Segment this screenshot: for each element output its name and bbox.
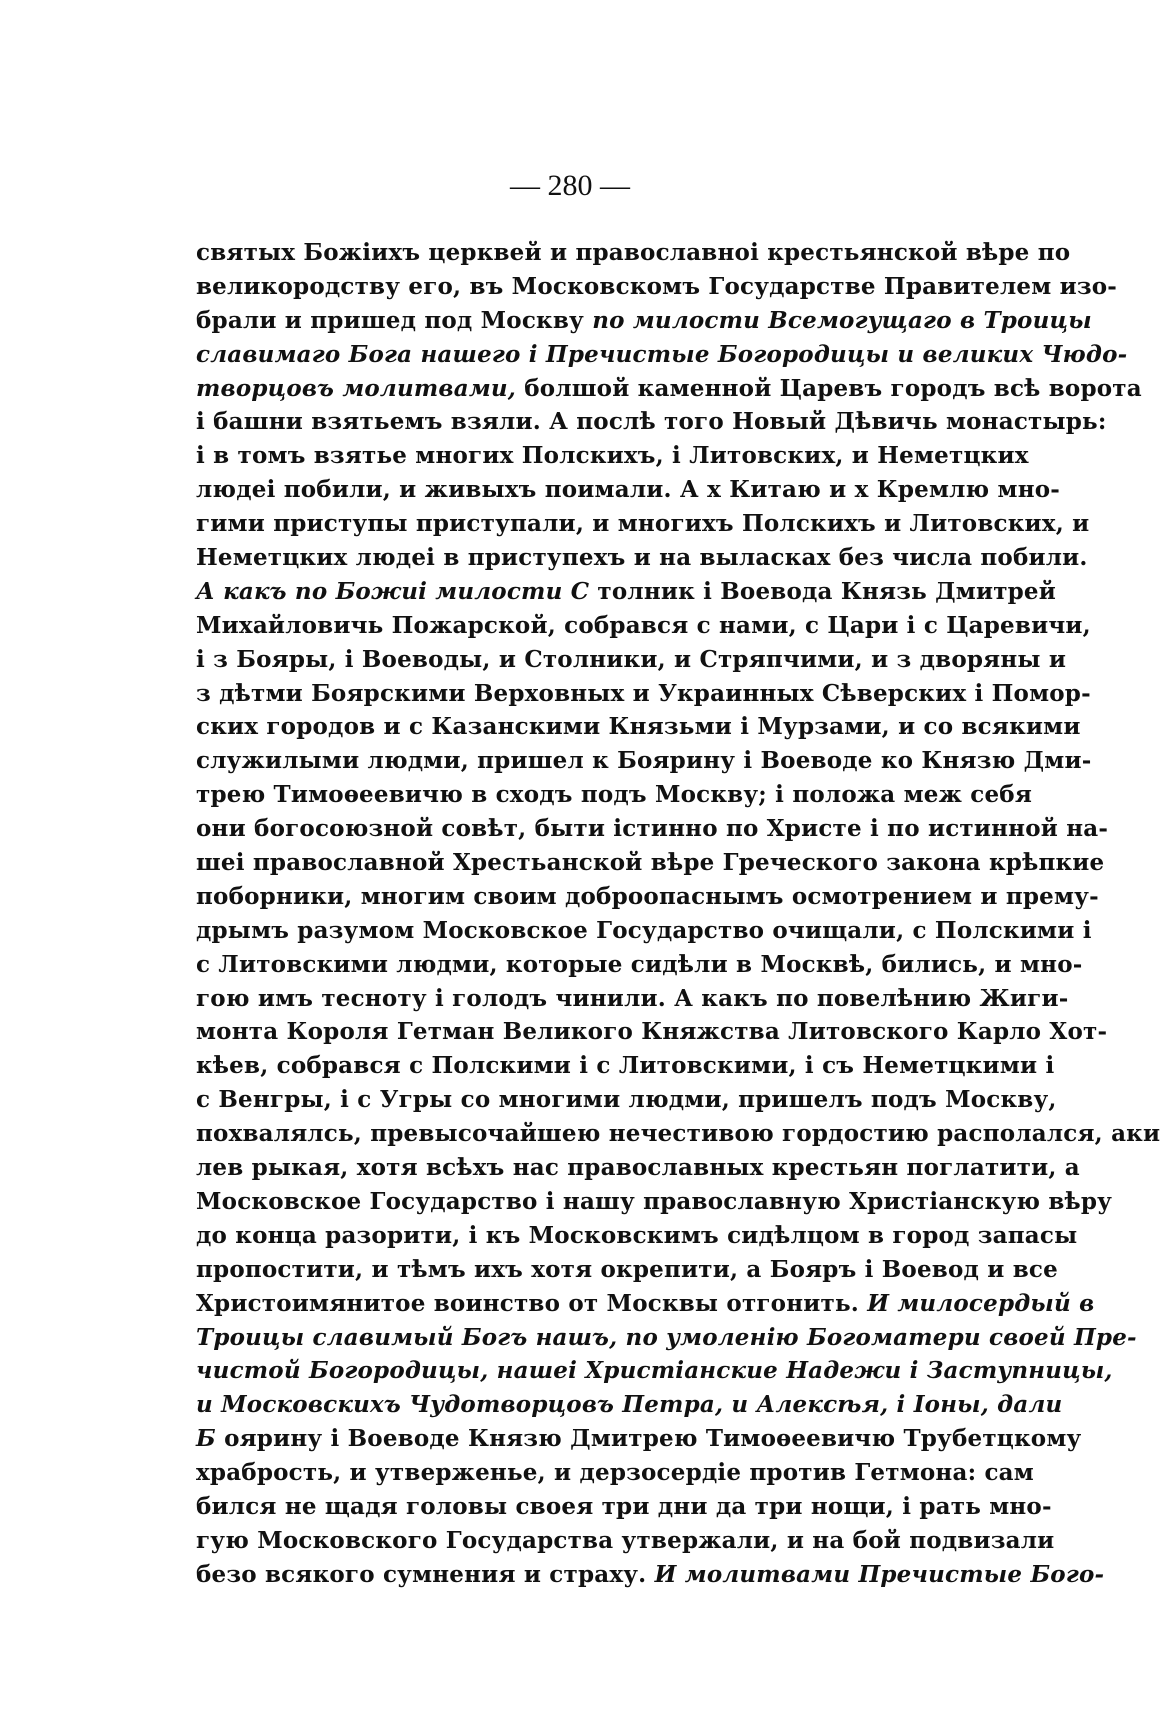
text-segment: болшой каменной Царевъ городъ всѣ ворота xyxy=(516,374,1142,402)
text-line xyxy=(196,710,1081,744)
italic-segment: славимаго Бога нашего і Пречистые Богородицы и великих Чюдо- xyxy=(196,340,1128,368)
text-segment: с Литовскими людми, которые сидѣли в Москвѣ, бились, и мно- xyxy=(196,950,1083,978)
text-line xyxy=(196,1490,1052,1524)
text-segment: служилыми людми, пришел к Боярину і Воеводе ко Князю Дми- xyxy=(196,747,1092,775)
text-segment: пропостити, и тѣмъ ихъ хотя окрепити, а Бояръ і Воевод и все xyxy=(196,1255,1058,1283)
text-segment: Михайловичь Пожарской, собрався с нами, с Цари і с Царевичи, xyxy=(196,611,1091,639)
text-line xyxy=(196,541,1088,575)
text-line xyxy=(196,1321,1137,1355)
text-line xyxy=(196,744,1092,778)
italic-segment: Троицы славимый Богъ нашъ, по умоленію Богоматери своей Пре- xyxy=(196,1323,1137,1351)
text-segment: лев рыкая, хотя всѣхъ нас православных крестьян поглатити, а xyxy=(196,1154,1080,1182)
text-line xyxy=(196,778,1033,812)
text-line xyxy=(196,1558,1105,1592)
text-line xyxy=(196,1422,1082,1456)
text-segment: великородству его, въ Московскомъ Государстве Правителем изо- xyxy=(196,272,1118,300)
text-line xyxy=(196,812,1109,846)
text-segment: гою имъ тесноту і голодъ чинили. А какъ по повелѣнию Жиги- xyxy=(196,984,1069,1012)
text-line xyxy=(196,1185,1113,1219)
text-segment: оярину і Воеводе Князю Дмитрею Тимоѳеевичю Трубетцкому xyxy=(215,1425,1082,1453)
text-segment: трею Тимоѳеевичю в сходъ подъ Москву; і положа меж себя xyxy=(196,781,1033,809)
text-line xyxy=(196,1287,1095,1321)
text-segment: кѣев, собрався с Полскими і с Литовскими, і съ Неметцкими і xyxy=(196,1052,1055,1080)
text-line xyxy=(196,1083,1057,1117)
text-segment: Неметцких людеі в приступехъ и на выласках без числа побили. xyxy=(196,544,1088,572)
text-segment: шеі православной Хрестьанской вѣре Греческого закона крѣпкие xyxy=(196,849,1105,877)
text-segment: храбрость, и утверженье, и дерзосердіе против Гетмона: сам xyxy=(196,1459,1034,1487)
text-line xyxy=(196,948,1083,982)
text-segment: брали и пришед под Москву xyxy=(196,306,593,334)
text-line xyxy=(196,1456,1034,1490)
text-line xyxy=(196,982,1069,1016)
text-line xyxy=(196,609,1091,643)
text-segment: людеі побили, и живыхъ поимали. А х Китаю и х Кремлю мно- xyxy=(196,476,1061,504)
text-line xyxy=(196,846,1105,880)
text-line xyxy=(196,914,1092,948)
text-line xyxy=(196,1117,1160,1151)
italic-segment: Б xyxy=(196,1425,216,1453)
text-line xyxy=(196,1524,1055,1558)
text-line xyxy=(196,1354,1113,1388)
text-segment: бился не щадя головы своея три дни да три нощи, і рать мно- xyxy=(196,1492,1052,1520)
text-line xyxy=(196,270,1118,304)
text-segment: з дѣтми Боярскими Верховных и Украинных Сѣверских і Помор- xyxy=(196,679,1091,707)
text-segment: толник і Воевода Князь Дмитрей xyxy=(589,577,1057,605)
text-segment: святых Божіихъ церквей и православноі крестьянской вѣре по xyxy=(196,239,1071,266)
text-line xyxy=(196,507,1090,541)
text-segment: Христоимянитое воинство от Москвы отгонить. xyxy=(196,1289,868,1317)
page-number: — 280 — xyxy=(510,169,630,202)
italic-segment: А какъ по Божиі милости С xyxy=(196,577,590,605)
text-line xyxy=(196,473,1061,507)
text-segment: до конца разорити, і къ Московскимъ сидѣлцом в город запасы xyxy=(196,1221,1078,1249)
text-segment: і з Бояры, і Воеводы, и Столники, и Стряпчими, и з дворяны и xyxy=(196,645,1067,673)
italic-segment: по милости Всемогущаго в Троицы xyxy=(592,306,1092,334)
text-line xyxy=(196,880,1099,914)
text-segment: і в томъ взятье многих Полскихъ, і Литовских, и Неметцких xyxy=(196,442,1029,470)
text-segment: дрымъ разумом Московское Государство очищали, с Полскими і xyxy=(196,916,1092,944)
text-segment: ских городов и с Казанскими Князьми і Мурзами, и со всякими xyxy=(196,713,1081,741)
text-line xyxy=(196,1049,1055,1083)
text-line xyxy=(196,338,1128,372)
italic-segment: И молитвами Пречистые Бого- xyxy=(654,1560,1105,1588)
body-text xyxy=(196,236,1160,1592)
text-segment: монта Короля Гетман Великого Княжства Литовского Карло Хот- xyxy=(196,1018,1108,1046)
text-segment: і башни взятьемъ взяли. А послѣ того Новый Дѣвичь монастырь: xyxy=(196,408,1107,436)
italic-segment: и Московскихъ Чудотворцовъ Петра, и Алексѣя, і Іоны, дали xyxy=(196,1391,1063,1419)
text-segment: Московское Государство і нашу православную Христіанскую вѣру xyxy=(196,1187,1113,1215)
text-line xyxy=(196,575,1057,609)
text-segment: с Венгры, і с Угры со многими людми, пришелъ подъ Москву, xyxy=(196,1086,1057,1114)
text-line xyxy=(196,643,1067,677)
text-line xyxy=(196,1219,1078,1253)
text-segment: поборники, многим своим доброопаснымъ осмотрением и прему- xyxy=(196,882,1099,910)
text-line xyxy=(196,1151,1080,1185)
text-line xyxy=(196,1388,1063,1422)
italic-segment: И милосердый в xyxy=(867,1289,1095,1317)
text-line xyxy=(196,236,1071,270)
text-segment: они богосоюзной совѣт, быти істинно по Христе і по истинной на- xyxy=(196,815,1109,843)
text-line xyxy=(196,405,1107,439)
text-segment: безо всякого сумнения и страху. xyxy=(196,1560,655,1588)
text-line xyxy=(196,1253,1058,1287)
text-line xyxy=(196,372,1142,406)
text-segment: гими приступы приступали, и многихъ Полскихъ и Литовских, и xyxy=(196,510,1090,538)
text-line xyxy=(196,439,1029,473)
italic-segment: творцовъ молитвами, xyxy=(196,374,517,402)
text-line xyxy=(196,304,1092,338)
text-segment: похвалялсь, превысочайшею нечестивою гордостию располался, аки xyxy=(196,1120,1160,1148)
italic-segment: чистой Богородицы, нашеі Христіанские Надежи і Заступницы, xyxy=(196,1357,1113,1385)
text-line xyxy=(196,677,1091,711)
text-line xyxy=(196,1015,1108,1049)
text-segment: гую Московского Государства утвержали, и на бой подвизали xyxy=(196,1526,1055,1554)
